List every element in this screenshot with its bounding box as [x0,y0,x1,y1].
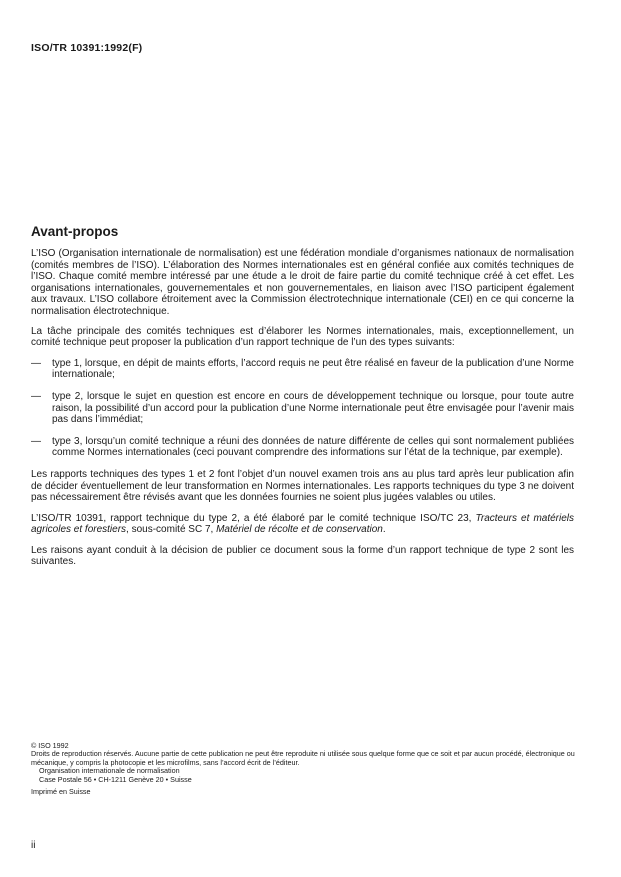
foreword-body [31,248,574,577]
list-item-type-3: — type 3, lorsqu’un comité technique a réuni des données de nature différente de celles qui sont normalement publiées comme Normes internationales (ceci pouvant comprendre des informations sur l’état de la technique, par exemple). [31,436,574,459]
p4-text-c: , sous-comité SC 7, [126,524,217,536]
paragraph-1: L’ISO (Organisation internationale de normalisation) est une fédération mondiale d’organismes nationaux de normalisation (comités membres de l’ISO). L’élaboration des Normes internationales est en général confiée aux comités techniques de l’ISO. Chaque comité membre intéressé par une étude a le droit de faire partie du comité technique créé à cet effet. Les organisations internationales, gouvernementales et non gouvernementales, en liaison avec l’ISO participent également aux travaux. L’ISO collabore étroitement avec la Commission électrotechnique internationale (CEI) en ce qui concerne la normalisation électrotechnique. [31,248,574,317]
paragraph-2: La tâche principale des comités techniques est d’élaborer les Normes internationales, mais, exceptionnellement, un comité technique peut proposer la publication d’un rapport technique de l’un des types suivants: [31,325,574,349]
printed-in: Imprimé en Suisse [31,787,91,797]
p4-subcommittee-title: Matériel de récolte et de conservation [216,524,383,536]
p4-text-e: . [382,524,386,536]
paragraph-3: Les rapports techniques des types 1 et 2 font l’objet d’un nouvel examen trois ans au plus tard après leur publication afin de décider éventuellement de leur transformation en Normes internationales. Les rapports techniques du type 3 ne doivent pas nécessairement être révisés avant que les données fournies ne soient plus jugées valables ou utiles. [31,468,574,504]
rights-notice: Droits de reproduction réservés. Aucune partie de cette publication ne peut être reproduite ni utilisée sous quelque forme que ce soit et par aucun procédé, électronique ou mécanique, y compris la photocopie et les microfilms, sans l’accord écrit de l’éditeur. [31,749,575,767]
copyright-line: © ISO 1992 [31,741,69,750]
document-id: ISO/TR 10391:1992(F) [31,42,143,54]
paragraph-5: Les raisons ayant conduit à la décision de publier ce document sous la forme d’un rapport technique de type 2 sont les suivantes. [31,544,574,568]
list-item-type-1: — type 1, lorsque, en dépit de maints efforts, l’accord requis ne peut être réalisé en faveur de la publication d’une Norme internationale; [31,358,574,381]
page-number: ii [31,840,36,851]
p4-text-a: L’ISO/TR 10391, rapport technique du type 2, a été élaboré par le comité technique ISO/TC 23, [31,512,476,524]
p4-committee-title: Tracteurs et matériels agricoles et forestiers [31,512,575,536]
copyright-footer [31,742,591,796]
organisation-address: Case Postale 56 • CH-1211 Genève 20 • Suisse [39,774,192,784]
report-types-list [31,358,574,459]
list-item-type-2: — type 2, lorsque le sujet en question est encore en cours de développement technique ou lorsque, pour toute autre raison, la possibilité d’un accord pour la publication d’une Norme internationale peut être envisagée pour l’avenir mais pas dans l’immédiat; [31,391,574,426]
organisation-name: Organisation internationale de normalisation [39,766,180,776]
section-heading: Avant-propos [31,224,119,239]
paragraph-4 [31,513,574,536]
